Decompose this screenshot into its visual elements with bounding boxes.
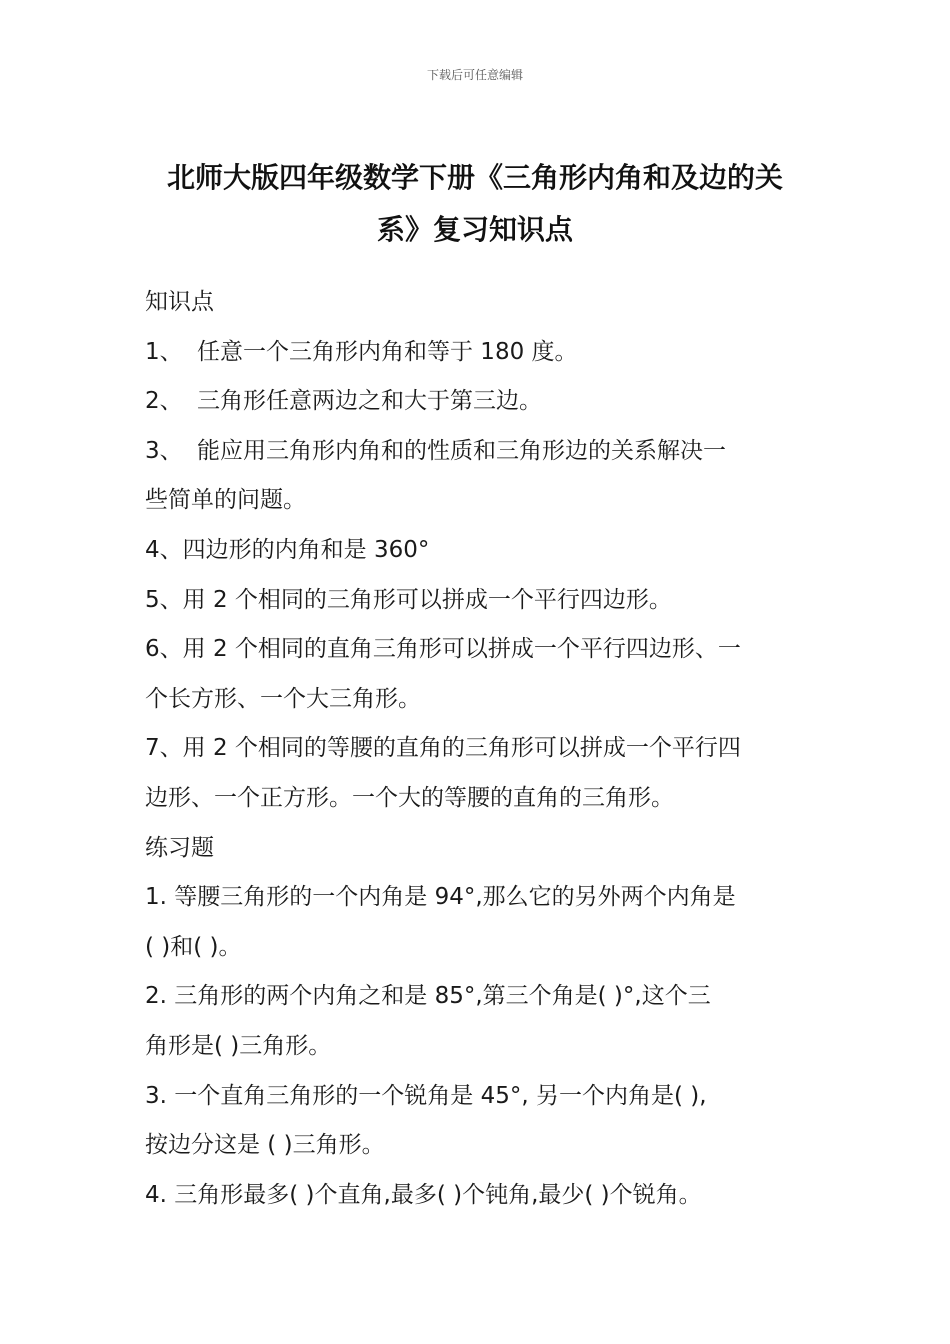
item-text: 三角形任意两边之和大于第三边。 (197, 388, 542, 415)
exercise-2: 2. 三角形的两个内角之和是 85°,第三个角是( )°,这个三 (145, 983, 711, 1010)
knowledge-item-7-cont: 边形、一个正方形。一个大的等腰的直角的三角形。 (145, 784, 674, 811)
knowledge-item-3 (145, 427, 835, 477)
item-number: 3、 (145, 437, 183, 464)
item-text: 任意一个三角形内角和等于 180 度。 (197, 338, 578, 365)
document-body (145, 278, 835, 1220)
knowledge-item-3-cont: 些简单的问题。 (145, 487, 306, 514)
item-number: 2、 (145, 388, 183, 415)
knowledge-item-5: 5、用 2 个相同的三角形可以拼成一个平行四边形。 (145, 586, 672, 613)
document-title (120, 152, 830, 256)
knowledge-heading: 知识点 (145, 289, 214, 315)
header-note: 下载后可任意编辑 (426, 68, 523, 82)
knowledge-item-1 (145, 328, 835, 378)
exercises-heading: 练习题 (145, 834, 214, 861)
knowledge-item-6: 6、用 2 个相同的直角三角形可以拼成一个平行四边形、一 (145, 636, 741, 663)
item-text: 能应用三角形内角和的性质和三角形边的关系解决一 (197, 437, 726, 464)
exercise-3: 3. 一个直角三角形的一个锐角是 45°, 另一个内角是( ), (145, 1082, 707, 1109)
knowledge-item-2 (145, 377, 835, 427)
exercise-3-cont: 按边分这是 ( )三角形。 (145, 1132, 385, 1159)
knowledge-item-6-cont: 个长方形、一个大三角形。 (145, 685, 421, 712)
exercise-4: 4. 三角形最多( )个直角,最多( )个钝角,最少( )个锐角。 (145, 1181, 702, 1208)
knowledge-item-4: 4、四边形的内角和是 360° (145, 536, 430, 563)
title-line-2: 系》复习知识点 (376, 213, 573, 246)
exercise-1: 1. 等腰三角形的一个内角是 94°,那么它的另外两个内角是 (145, 884, 736, 911)
exercise-1-cont: ( )和( )。 (145, 933, 242, 960)
exercise-2-cont: 角形是( )三角形。 (145, 1032, 332, 1059)
knowledge-item-7: 7、用 2 个相同的等腰的直角的三角形可以拼成一个平行四 (145, 735, 741, 762)
title-line-1: 北师大版四年级数学下册《三角形内角和及边的关 (166, 161, 783, 194)
item-number: 1、 (145, 338, 183, 365)
